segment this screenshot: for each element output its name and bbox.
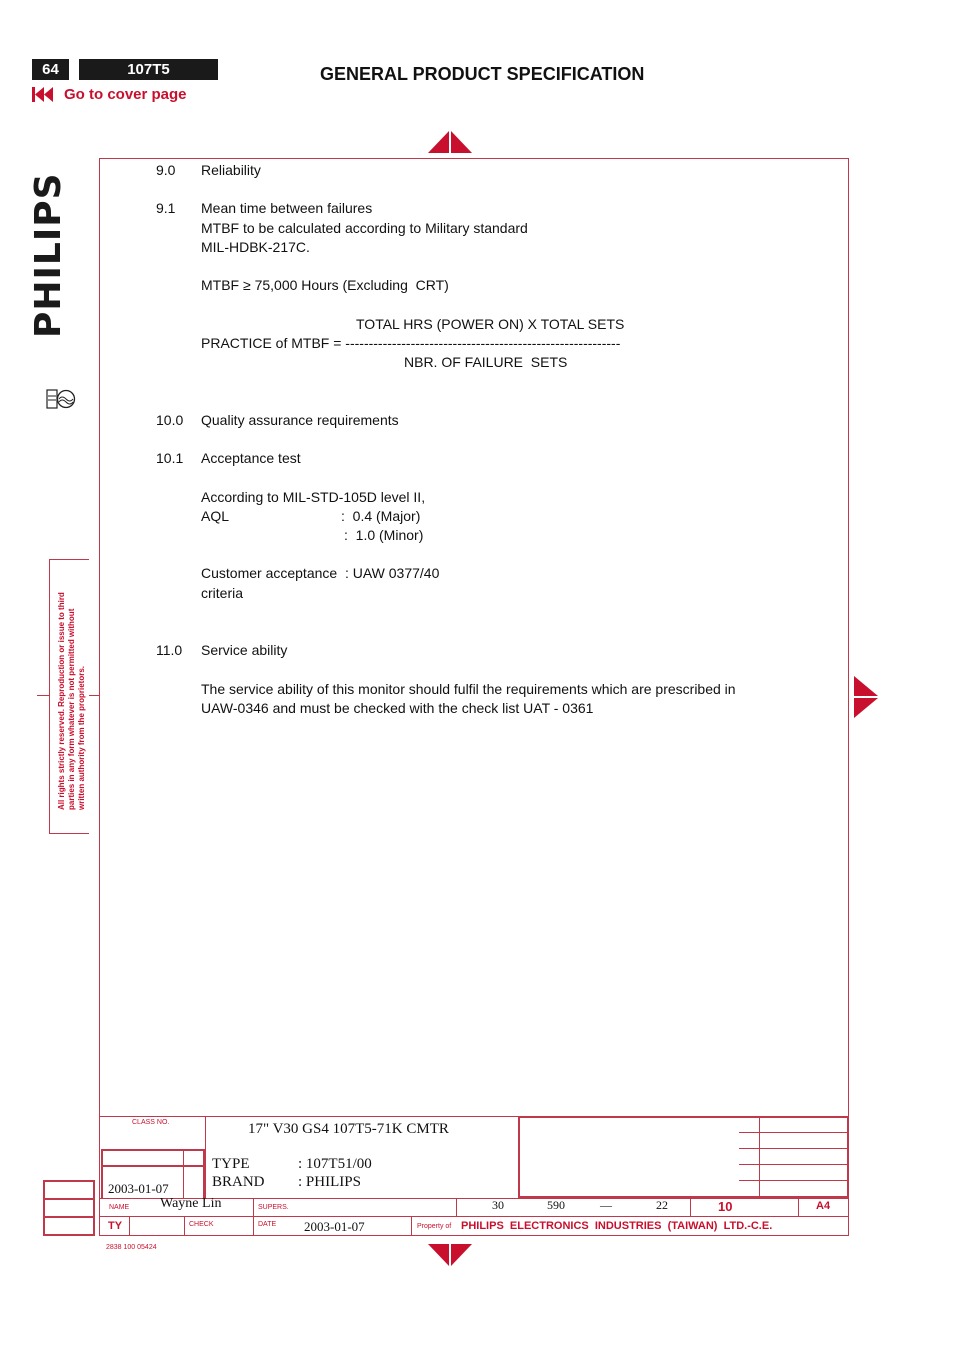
philips-shield-logo-icon xyxy=(46,387,76,411)
section-10-number: 10.0 xyxy=(156,412,184,428)
left-stub-line-2 xyxy=(43,1216,95,1218)
tb-v8 xyxy=(184,1216,185,1236)
sheet-number: 10 xyxy=(718,1199,733,1214)
code-box xyxy=(518,1116,849,1198)
page-number: 64 xyxy=(32,59,69,80)
acceptance-standard: According to MIL-STD-105D level II, xyxy=(201,489,426,505)
go-to-cover-link[interactable] xyxy=(32,86,187,103)
section-11-number: 11.0 xyxy=(156,642,183,658)
section-9-number: 9.0 xyxy=(156,162,176,178)
tb-v5 xyxy=(690,1198,691,1216)
section-9-1-title: Mean time between failures xyxy=(201,200,373,216)
code-box-h2 xyxy=(739,1148,847,1149)
formula-numerator: TOTAL HRS (POWER ON) X TOTAL SETS xyxy=(356,316,625,332)
mtbf-standard-line: MTBF to be calculated according to Military standard xyxy=(201,220,528,236)
name-label: NAME xyxy=(109,1204,130,1211)
customer-acceptance-criteria: criteria xyxy=(201,585,244,601)
service-ability-line-1: The service ability of this monitor should fulfil the requirements which are prescribed in xyxy=(201,681,736,697)
section-10-1-title: Acceptance test xyxy=(201,450,301,466)
formula-line: PRACTICE of MTBF = ----------------------------------------------------------- xyxy=(201,335,621,351)
section-10-title: Quality assurance requirements xyxy=(201,412,399,428)
first-page-icon xyxy=(32,87,54,102)
name-value: Wayne Lin xyxy=(160,1196,222,1211)
code-22: 22 xyxy=(656,1198,668,1212)
code-box-h3 xyxy=(739,1164,847,1165)
tb-v7 xyxy=(129,1216,130,1236)
footer-code: 2838 100 05424 xyxy=(106,1244,157,1251)
next-page-down-arrow-icon[interactable] xyxy=(428,1244,472,1266)
date-first: 2003-01-07 xyxy=(108,1181,169,1196)
left-stub-line-1 xyxy=(43,1198,95,1200)
type-label: TYPE xyxy=(212,1156,250,1172)
tb-v9 xyxy=(411,1216,412,1236)
left-stub-box xyxy=(43,1180,95,1236)
code-box-h4 xyxy=(739,1180,847,1181)
date-label: DATE xyxy=(258,1221,277,1228)
next-page-arrow-icon[interactable] xyxy=(854,676,878,718)
paper-size: A4 xyxy=(816,1200,831,1212)
mtbf-requirement: MTBF ≥ 75,000 Hours (Excluding CRT) xyxy=(201,277,449,293)
supers-label: SUPERS. xyxy=(258,1204,289,1211)
tb-v4 xyxy=(456,1198,457,1216)
check-label: CHECK xyxy=(189,1221,214,1228)
aql-major: : 0.4 (Major) xyxy=(341,508,421,524)
code-box-h1 xyxy=(739,1132,847,1133)
brand-label: BRAND xyxy=(212,1174,265,1190)
code-30: 30 xyxy=(492,1198,504,1212)
side-tick-right xyxy=(89,695,99,696)
product-description: 17" V30 GS4 107T5-71K CMTR xyxy=(248,1121,449,1137)
tb-v1 xyxy=(205,1116,206,1198)
rights-notice: All rights strictly reserved. Reproduction or issue to third parties in any form whatever is not permitted without written authority from the proprietors. xyxy=(57,592,86,810)
date-second: 2003-01-07 xyxy=(304,1219,365,1234)
aql-minor: : 1.0 (Minor) xyxy=(344,527,424,543)
go-to-cover-label: Go to cover page xyxy=(64,86,187,103)
tb-row-line-2 xyxy=(99,1216,849,1217)
model-label: 107T5 xyxy=(79,59,218,80)
aql-label: AQL xyxy=(201,508,230,524)
class-no-label: CLASS NO. xyxy=(132,1119,170,1126)
section-11-title: Service ability xyxy=(201,642,288,658)
tb-v6 xyxy=(798,1198,799,1216)
company-name: PHILIPS ELECTRONICS INDUSTRIES (TAIWAN) LTD.-C.E. xyxy=(461,1220,773,1232)
section-10-1-number: 10.1 xyxy=(156,450,184,466)
mtbf-standard-ref: MIL-HDBK-217C. xyxy=(201,239,310,255)
code-box-v xyxy=(759,1116,760,1198)
section-9-title: Reliability xyxy=(201,162,261,178)
tb-v3 xyxy=(253,1198,254,1236)
code-590: 590 xyxy=(547,1198,565,1212)
type-value: : 107T51/00 xyxy=(298,1156,372,1172)
previous-page-arrow-icon[interactable] xyxy=(428,131,472,153)
property-of-label: Property of xyxy=(417,1223,452,1230)
code-dash: — xyxy=(600,1198,612,1212)
formula-denominator: NBR. OF FAILURE SETS xyxy=(404,354,568,370)
service-ability-line-2: UAW-0346 and must be checked with the check list UAT - 0361 xyxy=(201,700,594,716)
page-title: GENERAL PRODUCT SPECIFICATION xyxy=(320,64,645,84)
side-tick-left xyxy=(37,695,49,696)
philips-wordmark: PHILIPS xyxy=(28,172,69,338)
customer-acceptance: Customer acceptance : UAW 0377/40 xyxy=(201,565,440,581)
brand-value: : PHILIPS xyxy=(298,1174,361,1190)
section-9-1-number: 9.1 xyxy=(156,200,176,216)
ty-label: TY xyxy=(108,1220,123,1232)
